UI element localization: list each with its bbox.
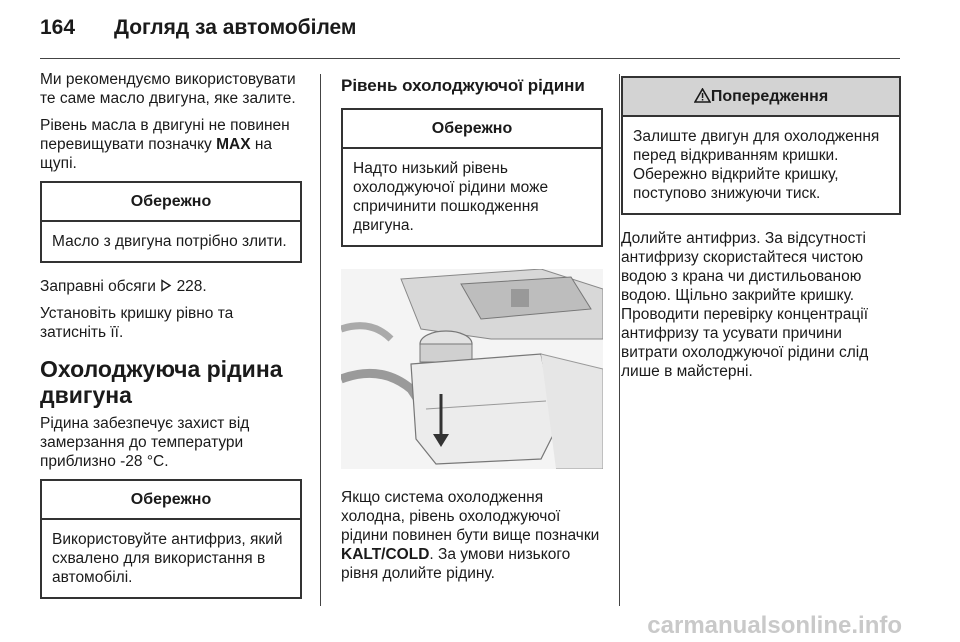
caution-text: Масло з двигуна потрібно злити. <box>52 233 287 250</box>
column-1 <box>40 70 302 613</box>
page-title: Догляд за автомобілем <box>114 16 357 39</box>
caution-text: Надто низький рівень охолоджуючої рідини може спричинити пошкодження двигуна. <box>353 160 549 234</box>
paragraph: Долийте антифриз. За відсутності антифризу скористайтеся чистою водою з крана чи дистильованою водою. Щільно закрийте кришку. Проводити перевірку концентрації антифризу та усувати причини витрати охолоджуючої рідини слід лише в майстерні. <box>621 230 869 380</box>
section-heading: Охолоджуюча рідина двигуна <box>40 356 283 408</box>
text: Рівень масла в двигуні не повинен перевищувати позначку <box>40 117 290 153</box>
column-divider <box>320 74 321 606</box>
caution-box <box>341 108 603 247</box>
page-number: 164 <box>40 16 76 39</box>
paragraph <box>341 488 603 583</box>
page-ref-triangle-icon <box>160 278 172 295</box>
warning-box <box>621 76 901 215</box>
column-3 <box>621 76 901 389</box>
page-header <box>40 16 356 40</box>
caution-title: Обережно <box>42 183 300 222</box>
text: Якщо система охолодження холодна, рівень охолоджуючої рідини повинен бути вище позначки <box>341 489 600 544</box>
paragraph: Установіть кришку рівно та затисніть її. <box>40 305 234 341</box>
warning-header <box>623 78 899 117</box>
column-divider <box>619 74 620 606</box>
text: . За умови низького рівня долийте рідину. <box>341 546 571 582</box>
watermark: carmanualsonline.info <box>647 612 902 639</box>
column-2 <box>341 76 603 591</box>
paragraph: Рідина забезпечує захист від замерзання до температури приблизно -28 °C. <box>40 415 250 470</box>
caution-box <box>40 181 302 263</box>
caution-text: Використовуйте антифриз, який схвалено для використання в автомобілі. <box>52 531 283 586</box>
text: Заправні обсяги <box>40 278 161 295</box>
bold-text: MAX <box>216 136 251 153</box>
page-reference-link[interactable]: 228. <box>176 278 207 295</box>
paragraph <box>40 116 302 173</box>
caution-title: Обережно <box>343 110 601 149</box>
caution-box <box>40 479 302 599</box>
warning-text: Залиште двигун для охолодження перед відкриванням кришки. Обережно відкрийте кришку, поступово знижуючи тиск. <box>633 128 880 202</box>
warning-title: Попередження <box>710 88 829 105</box>
paragraph: Ми рекомендуємо використовувати те саме масло двигуна, яке залите. <box>40 71 296 107</box>
text: на щупі. <box>40 136 273 172</box>
warning-triangle-icon <box>694 88 711 105</box>
section-heading: Рівень охолоджуючої рідини <box>341 76 585 95</box>
header-divider <box>40 58 900 59</box>
coolant-reservoir-illustration <box>341 269 603 469</box>
paragraph <box>40 277 302 296</box>
caution-title: Обережно <box>42 481 300 520</box>
bold-text: KALT/COLD <box>341 546 430 563</box>
